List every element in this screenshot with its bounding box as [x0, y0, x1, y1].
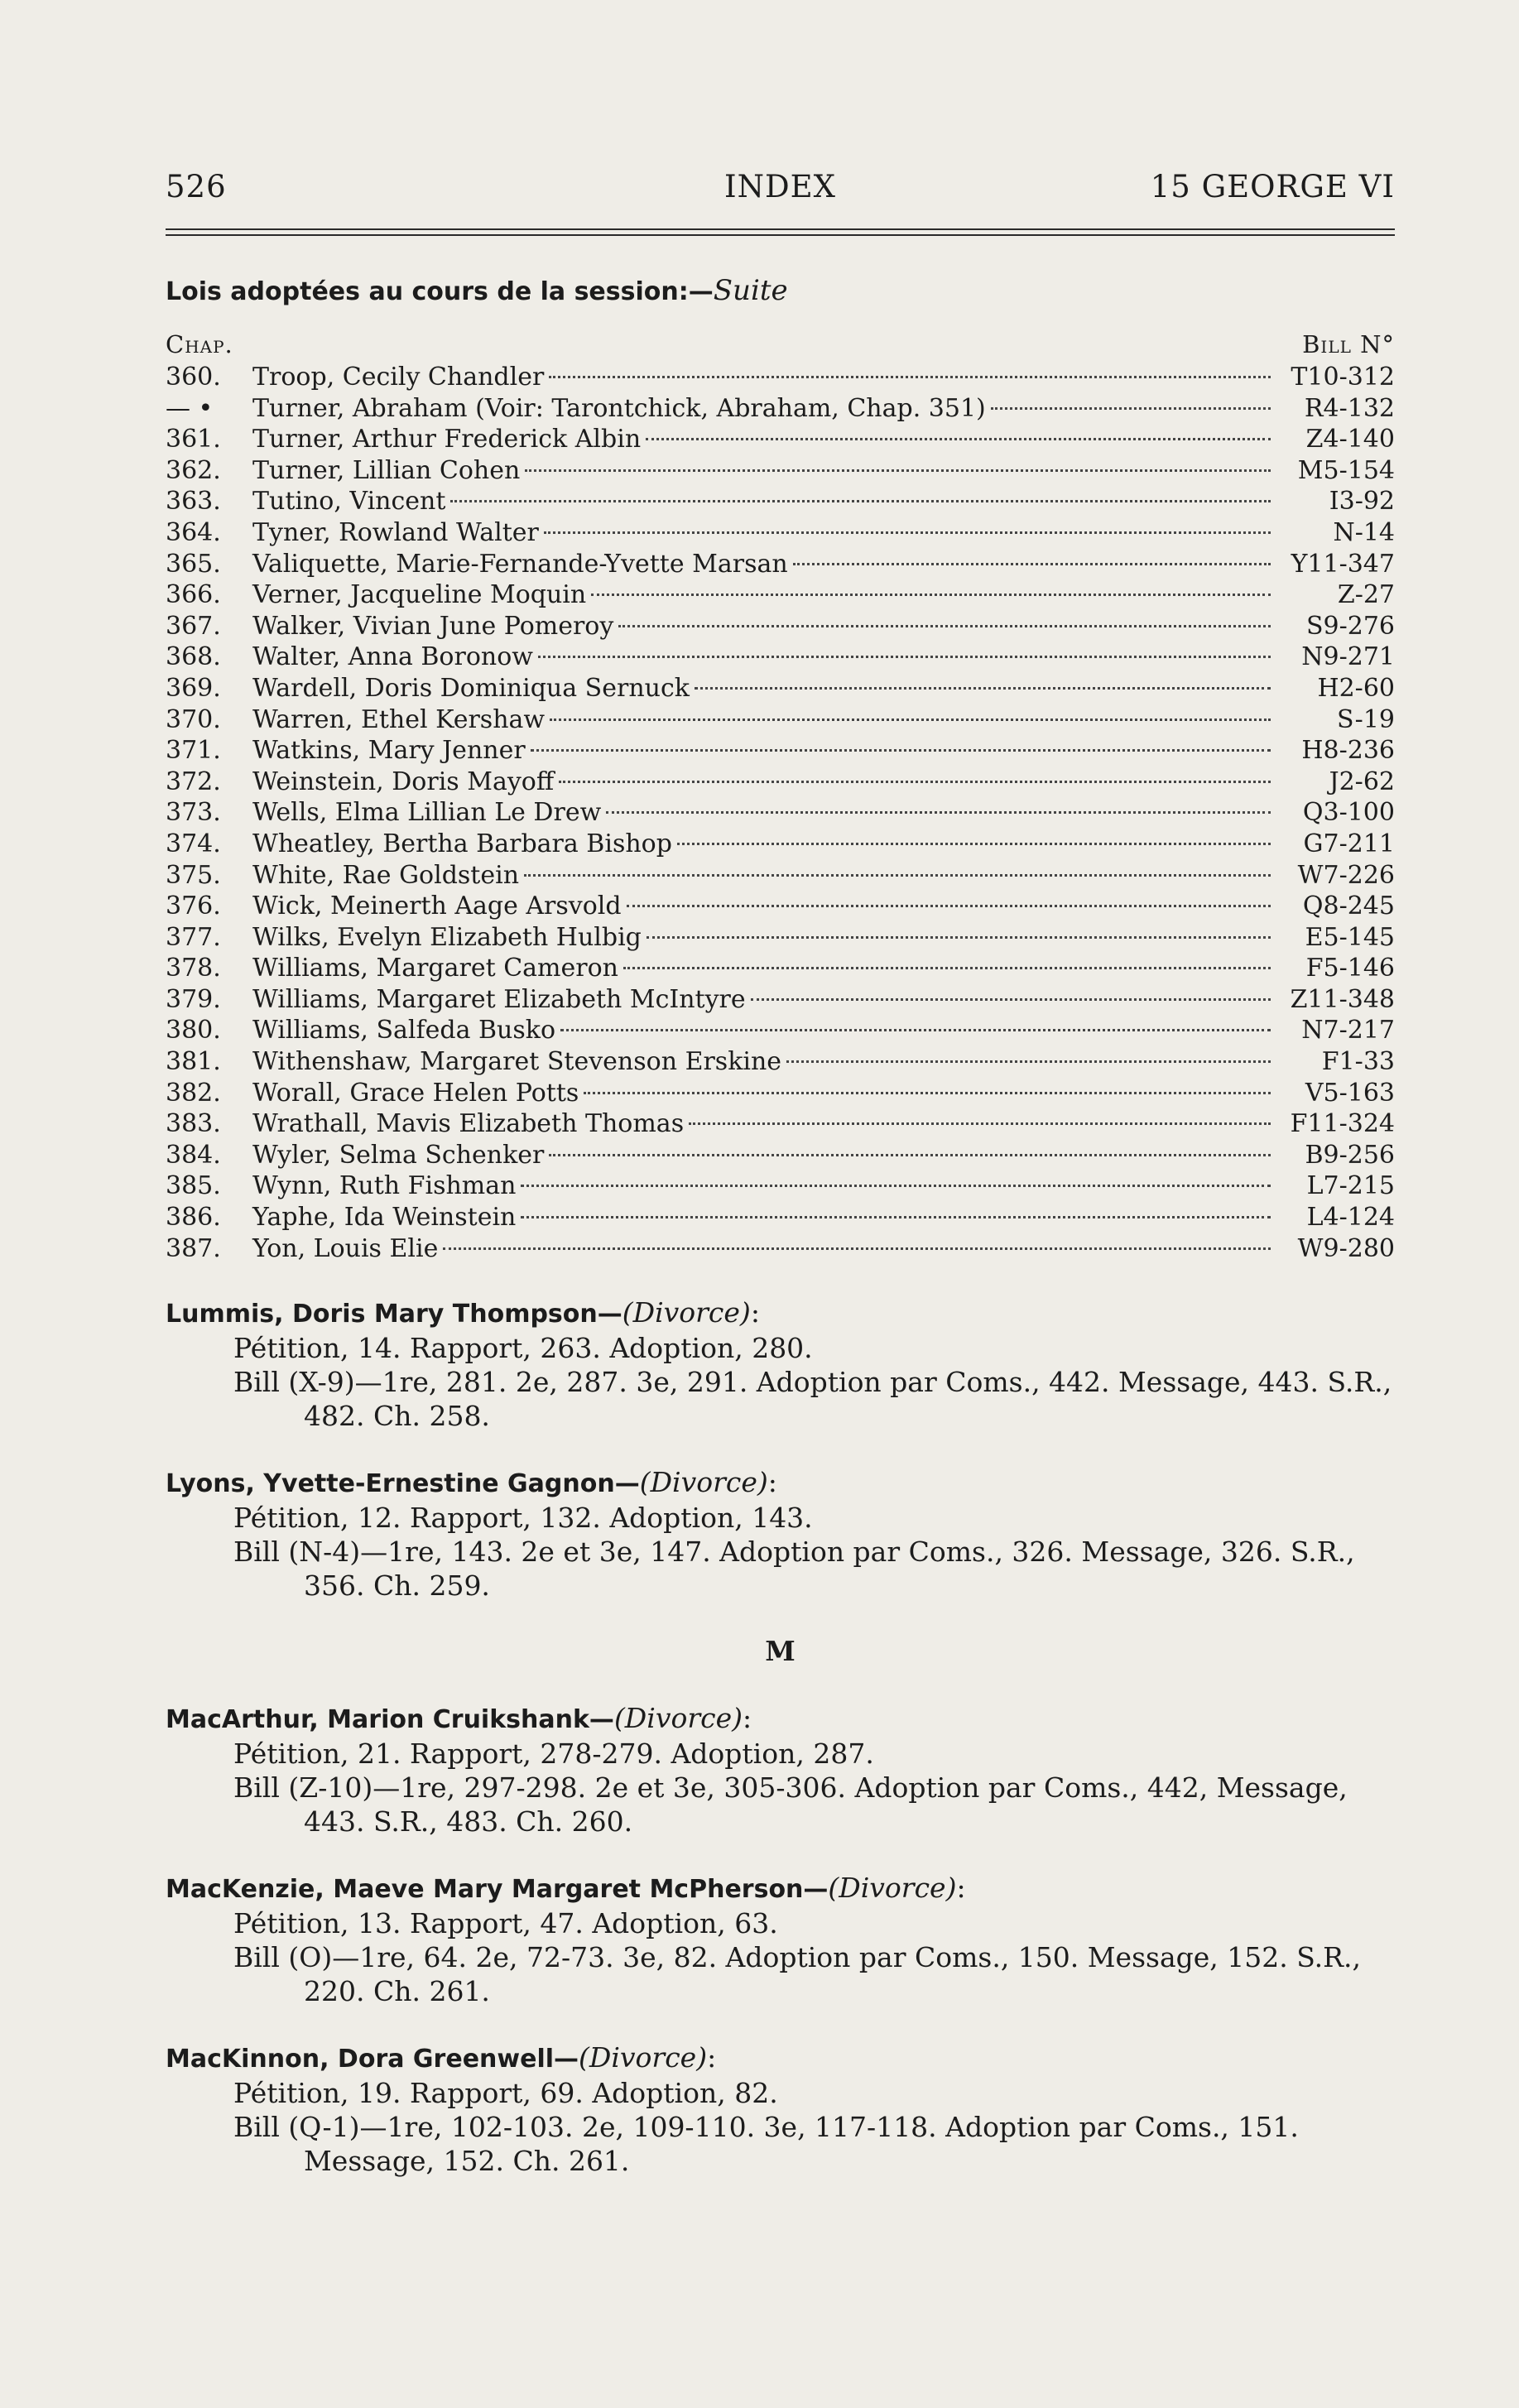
divorce-heading — [166, 2040, 1395, 2076]
bill-line: Bill (Q-1)—1re, 102-103. 2e, 109-110. 3e, 117-118. Adoption par Coms., 151. Message, 152. Ch. 261. — [233, 2111, 1299, 2177]
dot-leader — [786, 1060, 1271, 1063]
chapter-number: 363. — [166, 487, 221, 517]
act-entry — [166, 1046, 1395, 1078]
chapter-number: 372. — [166, 767, 221, 796]
act-entry — [166, 579, 1395, 611]
act-name: Yon, Louis Elie — [252, 1233, 439, 1263]
bill-number: F5-146 — [1305, 954, 1395, 983]
act-name: Williams, Margaret Elizabeth McIntyre — [252, 984, 746, 1014]
petition-line: Pétition, 13. Rapport, 47. Adoption, 63. — [233, 1907, 778, 1939]
bill-number: F1-33 — [1321, 1047, 1395, 1077]
bill-number: H2-60 — [1317, 673, 1395, 703]
act-name: Wrathall, Mavis Elizabeth Thomas — [252, 1109, 685, 1139]
section-heading — [166, 274, 788, 307]
dot-leader — [606, 811, 1271, 814]
act-name: Warren, Ethel Kershaw — [252, 704, 546, 734]
act-entry — [166, 549, 1395, 580]
bill-number: Q8-245 — [1302, 892, 1395, 921]
dot-leader — [618, 625, 1271, 627]
act-list — [166, 362, 1395, 1264]
act-entry — [166, 767, 1395, 798]
running-head — [166, 169, 1395, 210]
bill-number: H8-236 — [1301, 736, 1395, 766]
page-number: 526 — [166, 169, 227, 204]
bill-number: N-14 — [1333, 517, 1395, 547]
chapter-number: 383. — [166, 1109, 221, 1139]
divorce-tag: (Divorce) — [622, 1296, 751, 1329]
bill-number: L4-124 — [1306, 1203, 1395, 1233]
chapter-number: 365. — [166, 549, 221, 579]
chapter-number: 364. — [166, 517, 221, 547]
dot-leader — [623, 967, 1271, 969]
divorce-heading — [166, 1701, 1395, 1737]
dot-leader — [647, 936, 1271, 939]
divorce-tag: (Divorce) — [828, 1872, 957, 1904]
bill-line: Bill (O)—1re, 64. 2e, 72-73. 3e, 82. Adoption par Coms., 150. Message, 152. S.R., 220. Ch. 261. — [233, 1941, 1361, 2007]
divorce-index — [166, 1295, 1395, 2210]
bill-number: N9-271 — [1301, 642, 1395, 672]
bill-number: Z-27 — [1337, 580, 1395, 610]
act-name: Yaphe, Ida Weinstein — [252, 1203, 517, 1233]
act-name: Walter, Anna Boronow — [252, 642, 533, 672]
act-name: Troop, Cecily Chandler — [252, 363, 545, 392]
dot-leader — [627, 905, 1271, 907]
dot-leader — [751, 998, 1271, 1001]
chapter-number: 369. — [166, 673, 221, 703]
act-entry — [166, 1202, 1395, 1233]
reign-label: 15 GEORGE VI — [1150, 169, 1395, 204]
dot-leader — [525, 469, 1271, 472]
bill-number: Z4-140 — [1305, 425, 1395, 454]
act-entry — [166, 611, 1395, 642]
act-name: Tyner, Rowland Walter — [252, 517, 539, 547]
divorce-group-l — [166, 1295, 1395, 1603]
divorce-colon: : — [743, 1702, 752, 1734]
dot-leader — [584, 1092, 1271, 1094]
chapter-number: 367. — [166, 611, 221, 641]
act-name: Turner, Lillian Cohen — [252, 455, 521, 485]
header-rule-top — [166, 228, 1395, 230]
petition-line: Pétition, 19. Rapport, 69. Adoption, 82. — [233, 2077, 778, 2109]
act-name: Weinstein, Doris Mayoff — [252, 767, 555, 796]
act-name: Watkins, Mary Jenner — [252, 736, 526, 766]
divorce-name: Lyons, Yvette-Ernestine Gagnon— — [166, 1469, 640, 1498]
act-entry — [166, 642, 1395, 673]
bill-line: Bill (Z-10)—1re, 297-298. 2e et 3e, 305-306. Adoption par Coms., 442, Message, 443. S.R., 483. Ch. 260. — [233, 1771, 1348, 1838]
dot-leader — [450, 500, 1271, 502]
act-entry — [166, 455, 1395, 487]
divorce-colon: : — [956, 1872, 966, 1904]
divorce-entry — [166, 1871, 1395, 2008]
divorce-heading — [166, 1465, 1395, 1501]
header-rule-bottom — [166, 234, 1395, 236]
chapter-number: 362. — [166, 455, 221, 485]
bill-number: W9-280 — [1297, 1233, 1395, 1263]
dot-leader — [524, 874, 1271, 877]
chapter-number: 379. — [166, 984, 221, 1014]
chapter-number: 384. — [166, 1140, 221, 1170]
act-entry — [166, 486, 1395, 517]
page-title: INDEX — [723, 169, 836, 204]
act-entry — [166, 1140, 1395, 1171]
act-entry — [166, 1170, 1395, 1202]
chapter-number: 387. — [166, 1233, 221, 1263]
act-name: Verner, Jacqueline Moquin — [252, 580, 587, 610]
dot-leader — [531, 749, 1271, 752]
dot-leader — [549, 376, 1271, 378]
chapter-number: 361. — [166, 425, 221, 454]
dot-leader — [677, 843, 1271, 845]
act-entry — [166, 1233, 1395, 1265]
divorce-entry — [166, 1701, 1395, 1838]
dot-leader — [560, 1029, 1271, 1031]
dot-leader — [550, 719, 1271, 721]
act-name: Wilks, Evelyn Elizabeth Hulbig — [252, 922, 642, 952]
divorce-tag: (Divorce) — [639, 1466, 768, 1498]
column-header-chap: Chap. — [166, 330, 233, 358]
divorce-colon: : — [707, 2041, 717, 2074]
act-name: White, Rae Goldstein — [252, 860, 520, 890]
divorce-name: MacArthur, Marion Cruikshank— — [166, 1705, 614, 1734]
act-name: Wardell, Doris Dominiqua Sernuck — [252, 673, 690, 703]
section-heading-suite: Suite — [713, 274, 788, 307]
act-entry — [166, 393, 1395, 425]
dot-leader — [521, 1185, 1271, 1187]
chapter-number: 385. — [166, 1171, 221, 1201]
act-name: Wick, Meinerth Aage Arsvold — [252, 892, 622, 921]
chapter-number: 377. — [166, 922, 221, 952]
act-entry — [166, 517, 1395, 549]
act-entry — [166, 1078, 1395, 1109]
bill-line: Bill (X-9)—1re, 281. 2e, 287. 3e, 291. Adoption par Coms., 442. Message, 443. S.R., 482. Ch. 258. — [233, 1366, 1392, 1432]
act-name: Williams, Margaret Cameron — [252, 954, 618, 983]
letter-heading: M — [765, 1635, 796, 1667]
act-name: Turner, Arthur Frederick Albin — [252, 425, 642, 454]
bill-number: Z11-348 — [1290, 984, 1395, 1014]
bill-number: T10-312 — [1291, 363, 1395, 392]
divorce-tag: (Divorce) — [579, 2041, 708, 2074]
divorce-heading — [166, 1871, 1395, 1906]
dot-leader — [544, 531, 1271, 534]
petition-line: Pétition, 21. Rapport, 278-279. Adoption, 287. — [233, 1738, 874, 1770]
act-entry — [166, 829, 1395, 860]
divorce-group-m — [166, 1701, 1395, 2178]
chapter-number: 370. — [166, 704, 221, 734]
bill-number: I3-92 — [1329, 487, 1395, 517]
divorce-name: MacKenzie, Maeve Mary Margaret McPherson— — [166, 1875, 829, 1904]
act-name: Williams, Salfeda Busko — [252, 1016, 556, 1045]
act-entry — [166, 424, 1395, 455]
bill-number: V5-163 — [1305, 1078, 1395, 1108]
divorce-entry — [166, 1465, 1395, 1603]
chapter-number: 378. — [166, 954, 221, 983]
divorce-colon: : — [750, 1296, 760, 1329]
dot-leader — [695, 687, 1271, 690]
bill-number: W7-226 — [1297, 860, 1395, 890]
act-entry — [166, 797, 1395, 829]
act-entry — [166, 891, 1395, 922]
dot-leader — [521, 1216, 1271, 1218]
bill-number: R4-132 — [1304, 393, 1395, 423]
chapter-number: 371. — [166, 736, 221, 766]
bill-number: S9-276 — [1305, 611, 1395, 641]
chapter-number: 376. — [166, 892, 221, 921]
dot-leader — [538, 656, 1271, 658]
act-name: Turner, Abraham (Voir: Tarontchick, Abraham, Chap. 351) — [252, 393, 986, 423]
act-name: Wynn, Ruth Fishman — [252, 1171, 517, 1201]
chapter-number: 374. — [166, 829, 221, 858]
bill-number: G7-211 — [1303, 829, 1395, 858]
act-entry — [166, 1015, 1395, 1046]
chapter-number: 380. — [166, 1016, 221, 1045]
column-header-bill: Bill N° — [1302, 330, 1395, 358]
chapter-number: 366. — [166, 580, 221, 610]
chapter-number: 373. — [166, 798, 221, 828]
divorce-colon: : — [767, 1466, 777, 1498]
bill-line: Bill (N-4)—1re, 143. 2e et 3e, 147. Adoption par Coms., 326. Message, 326. S.R., 356. Ch. 259. — [233, 1536, 1355, 1602]
chapter-number: 375. — [166, 860, 221, 890]
column-headers — [166, 330, 1395, 363]
bill-number: J2-62 — [1329, 767, 1395, 796]
act-entry — [166, 922, 1395, 954]
act-entry — [166, 953, 1395, 984]
act-name: Tutino, Vincent — [252, 487, 446, 517]
bill-number: M5-154 — [1297, 455, 1395, 485]
chapter-number: — • — [166, 393, 214, 423]
dot-leader — [793, 563, 1271, 565]
dot-leader — [689, 1122, 1271, 1125]
chapter-number: 360. — [166, 363, 221, 392]
bill-number: L7-215 — [1306, 1171, 1395, 1201]
act-name: Withenshaw, Margaret Stevenson Erskine — [252, 1047, 782, 1077]
divorce-entry — [166, 1295, 1395, 1433]
dot-leader — [549, 1154, 1271, 1156]
bill-number: Q3-100 — [1302, 798, 1395, 828]
act-entry — [166, 860, 1395, 892]
dot-leader — [559, 781, 1271, 783]
act-entry — [166, 735, 1395, 767]
act-entry — [166, 362, 1395, 393]
bill-number: N7-217 — [1301, 1016, 1395, 1045]
bill-number: F11-324 — [1290, 1109, 1395, 1139]
act-name: Wheatley, Bertha Barbara Bishop — [252, 829, 672, 858]
dot-leader — [646, 438, 1271, 440]
divorce-entry — [166, 2040, 1395, 2178]
divorce-heading — [166, 1295, 1395, 1331]
bill-number: S-19 — [1337, 704, 1395, 734]
act-entry — [166, 984, 1395, 1016]
dot-leader — [591, 594, 1271, 596]
divorce-name: Lummis, Doris Mary Thompson— — [166, 1300, 623, 1329]
bill-number: E5-145 — [1305, 922, 1395, 952]
chapter-number: 386. — [166, 1203, 221, 1233]
section-heading-text: Lois adoptées au cours de la session:— — [166, 277, 714, 306]
act-name: Wyler, Selma Schenker — [252, 1140, 545, 1170]
act-entry — [166, 673, 1395, 704]
act-name: Walker, Vivian June Pomeroy — [252, 611, 614, 641]
petition-line: Pétition, 12. Rapport, 132. Adoption, 143. — [233, 1502, 813, 1534]
petition-line: Pétition, 14. Rapport, 263. Adoption, 280. — [233, 1332, 813, 1364]
act-name: Wells, Elma Lillian Le Drew — [252, 798, 602, 828]
dot-leader — [443, 1247, 1271, 1250]
chapter-number: 381. — [166, 1047, 221, 1077]
divorce-name: MacKinnon, Dora Greenwell— — [166, 2045, 579, 2074]
bill-number: Y11-347 — [1291, 549, 1395, 579]
chapter-number: 368. — [166, 642, 221, 672]
chapter-number: 382. — [166, 1078, 221, 1108]
act-entry — [166, 1108, 1395, 1140]
dot-leader — [991, 407, 1271, 410]
bill-number: B9-256 — [1305, 1140, 1395, 1170]
act-name: Valiquette, Marie-Fernande-Yvette Marsan — [252, 549, 788, 579]
act-entry — [166, 704, 1395, 736]
act-name: Worall, Grace Helen Potts — [252, 1078, 579, 1108]
divorce-tag: (Divorce) — [613, 1702, 743, 1734]
